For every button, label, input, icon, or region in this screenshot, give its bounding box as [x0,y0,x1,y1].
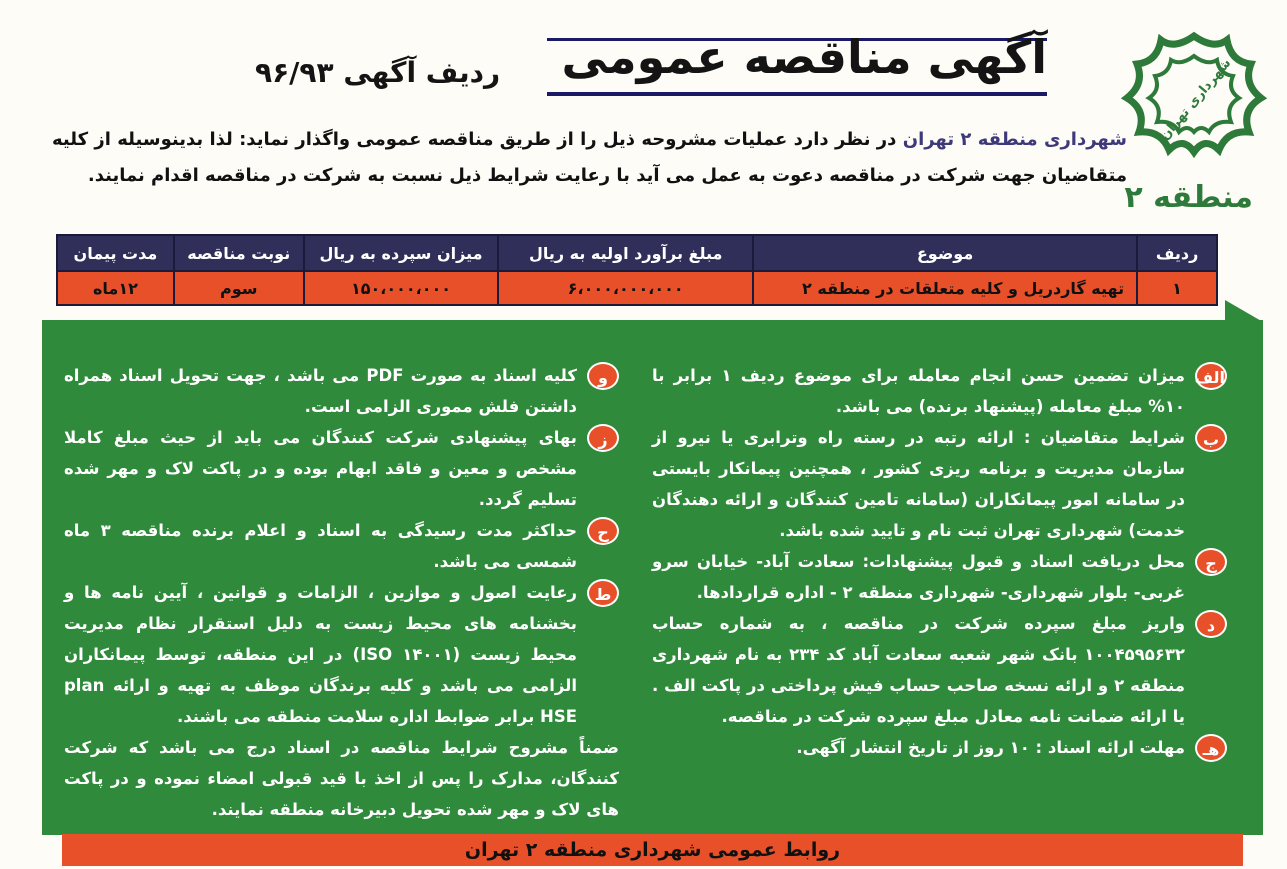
condition-item [64,360,619,422]
panel-notch [1225,300,1263,322]
intro-text: در نظر دارد عملیات مشروحه ذیل را از طریق مناقصه عمومی واگذار نماید: لذا بدینوسیله از کلیه متقاضیان جهت شرکت در مناقصه دعوت به عمل می آید با رعایت شرایط ذیل نسبت به شرکت در مناقصه اقدام نمایند. [52,129,1127,186]
ad-number: ردیف آگهی ۹۶/۹۳ [255,56,501,89]
condition-letter: د [1195,610,1227,638]
table-row [57,271,1217,305]
condition-letter: الف [1195,362,1227,390]
condition-text: بهای پیشنهادی شرکت کنندگان می باید از حیث مبلغ کاملا مشخص و معین و فاقد ابهام بوده و در پاکت لاک و مهر شده تسلیم گردد. [64,428,577,509]
condition-item [652,422,1227,546]
region-mark: منطقه ۲ [1124,180,1253,215]
cell-subject: تهیه گاردریل و کلیه متعلقات در منطقه ۲ [753,271,1137,305]
intro-organization: شهرداری منطقه ۲ تهران [902,129,1128,150]
condition-letter: ب [1195,424,1227,452]
condition-letter: ط [587,579,619,607]
col-header-subject: موضوع [753,235,1137,271]
condition-item [652,360,1227,422]
condition-item [64,577,619,732]
condition-item [652,546,1227,608]
col-header-deposit: میزان سپرده به ریال [304,235,499,271]
cell-estimate: ۶،۰۰۰،۰۰۰،۰۰۰ [498,271,753,305]
table-header-row [57,235,1217,271]
condition-text: محل دریافت اسناد و قبول پیشنهادات: سعادت آباد- خیابان سرو غربی- بلوار شهرداری- شهرداری منطقه ۲ - اداره قراردادها. [652,552,1185,602]
condition-letter: ز [587,424,619,452]
cell-row-number: ۱ [1137,271,1217,305]
condition-letter: و [587,362,619,390]
svg-text:شهرداری تهران: شهرداری تهران [1157,55,1235,144]
condition-item [64,515,619,577]
col-header-row-number: ردیف [1137,235,1217,271]
tender-table [56,234,1218,306]
title-underline [547,92,1047,96]
page-title: آگهی مناقصه عمومی [561,30,1047,84]
col-header-estimate: مبلغ برآورد اولیه به ریال [498,235,753,271]
condition-text: شرایط متقاضیان : ارائه رتبه در رسته راه وترابری یا نیرو از سازمان مدیریت و برنامه ریزی کشور ، همچنین پیمانکار بایستی در سامانه امور پیمانکاران (سامانه تامین کنندگان و ارائه دهندگان خدمت) شهرداری تهران ثبت نام و تایید شده باشد. [652,428,1185,540]
col-header-duration: مدت پیمان [57,235,174,271]
condition-text: میزان تضمین حسن انجام معامله برای موضوع ردیف ۱ برابر با ۱۰% مبلغ معامله (پیشنهاد برنده) می باشد. [652,366,1185,416]
cell-duration: ۱۲ماه [57,271,174,305]
cell-round: سوم [174,271,304,305]
col-header-round: نوبت مناقصه [174,235,304,271]
condition-text: حداکثر مدت رسیدگی به اسناد و اعلام برنده مناقصه ۳ ماه شمسی می باشد. [64,521,577,571]
condition-letter: هـ [1195,734,1227,762]
conditions-left-column [64,360,619,825]
condition-item [64,422,619,515]
condition-item [652,732,1227,763]
condition-item [652,608,1227,732]
condition-text: مهلت ارائه اسناد : ۱۰ روز از تاریخ انتشار آگهی. [796,738,1185,757]
intro-paragraph [52,122,1127,194]
condition-text: کلیه اسناد به صورت PDF می باشد ، جهت تحویل اسناد همراه داشتن فلش مموری الزامی است. [64,366,577,416]
cell-deposit: ۱۵۰،۰۰۰،۰۰۰ [304,271,499,305]
conditions-right-column [652,360,1227,763]
condition-text: واریز مبلغ سپرده شرکت در مناقصه ، به شماره حساب ۱۰۰۴۵۹۵۶۳۲ بانک شهر شعبه سعادت آباد کد ۲۳۴ به نام شهرداری منطقه ۲ و ارائه نسخه صاحب حساب فیش پرداختی در پاکت الف . یا ارائه ضمانت نامه معادل مبلغ سپرده شرکت در مناقصه. [652,614,1186,726]
footer-public-relations: روابط عمومی شهرداری منطقه ۲ تهران [62,834,1243,866]
condition-letter: ح [587,517,619,545]
condition-letter: ج [1195,548,1227,576]
closing-note: ضمناً مشروح شرایط مناقصه در اسناد درج می باشد که شرکت کنندگان، مدارک را پس از اخذ با قید قبولی امضاء نموده و در پاکت های لاک و مهر شده تحویل دبیرخانه منطقه نمایند. [64,738,619,819]
condition-text: رعایت اصول و موازین ، الزامات و قوانین ، آیین نامه ها و بخشنامه های محیط زیست به دلیل استقرار نظام مدیریت محیط زیست (ISO ۱۴۰۰۱) در این منطقه، توسط پیمانکاران الزامی می باشد و کلیه برندگان موظف به تهیه و ارائه plan HSE برابر ضوابط اداره سلامت منطقه می باشند. [64,583,577,726]
